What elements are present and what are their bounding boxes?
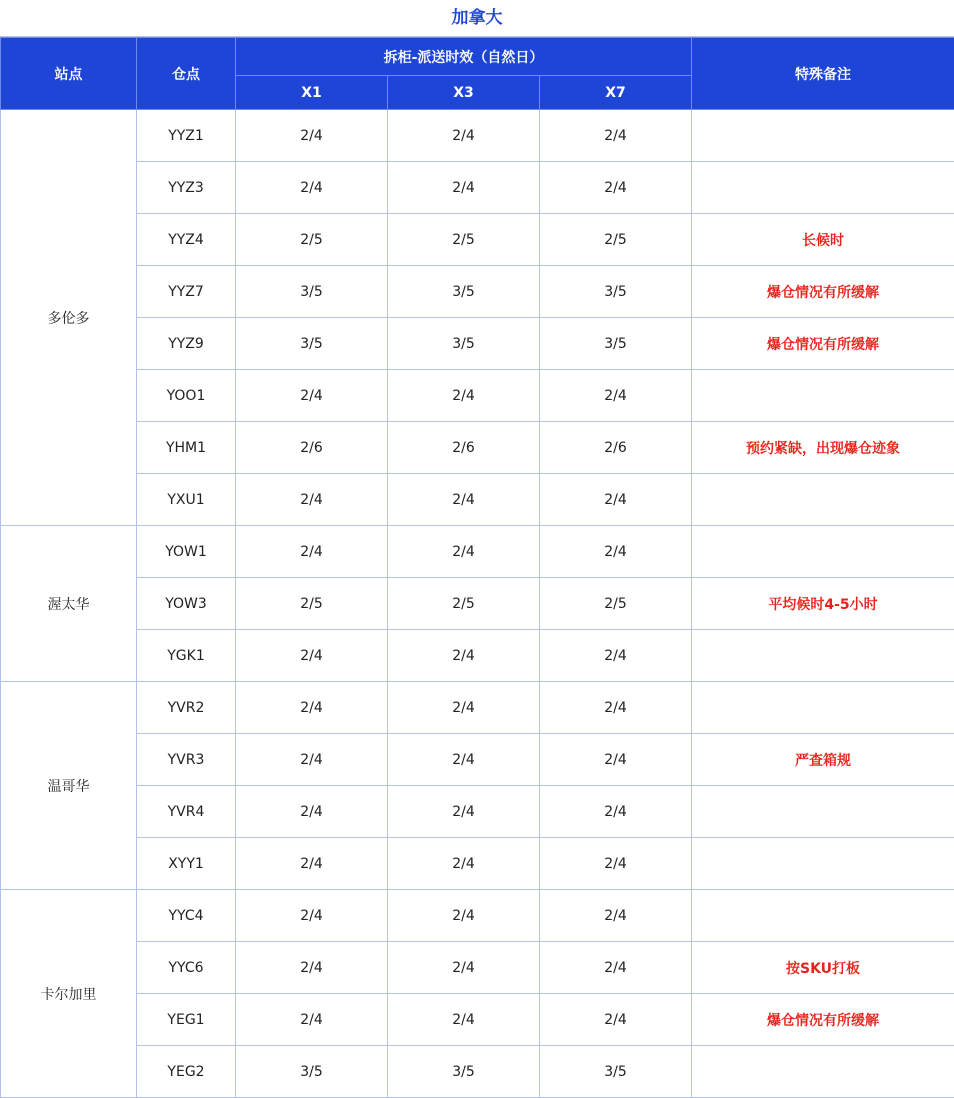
x1-cell: 2/4 — [236, 474, 388, 526]
x1-cell: 3/5 — [236, 1046, 388, 1098]
table-row — [1, 682, 954, 734]
x1-cell: 2/4 — [236, 162, 388, 214]
x1-cell: 2/6 — [236, 422, 388, 474]
x1-cell: 2/4 — [236, 370, 388, 422]
site-cell: 渥太华 — [1, 526, 137, 682]
x3-cell: 2/4 — [388, 162, 540, 214]
note-cell — [692, 630, 954, 682]
header-warehouse: 仓点 — [137, 38, 236, 110]
x3-cell: 2/4 — [388, 838, 540, 890]
x1-cell: 2/4 — [236, 994, 388, 1046]
x3-cell: 2/4 — [388, 994, 540, 1046]
x1-cell: 2/4 — [236, 838, 388, 890]
x1-cell: 2/4 — [236, 110, 388, 162]
x7-cell: 2/4 — [540, 630, 692, 682]
warehouse-cell: YVR3 — [137, 734, 236, 786]
x7-cell: 2/4 — [540, 682, 692, 734]
table-row — [1, 630, 954, 682]
note-cell — [692, 110, 954, 162]
table-body — [1, 110, 954, 1098]
note-cell: 爆仓情况有所缓解 — [692, 318, 954, 370]
table-row — [1, 266, 954, 318]
x7-cell: 2/4 — [540, 526, 692, 578]
x7-cell: 2/4 — [540, 370, 692, 422]
warehouse-cell: YEG2 — [137, 1046, 236, 1098]
note-cell — [692, 474, 954, 526]
header-note: 特殊备注 — [692, 38, 954, 110]
x1-cell: 2/4 — [236, 526, 388, 578]
table-row — [1, 162, 954, 214]
note-cell: 按SKU打板 — [692, 942, 954, 994]
table-row — [1, 422, 954, 474]
x7-cell: 2/5 — [540, 578, 692, 630]
table-row — [1, 838, 954, 890]
x3-cell: 2/6 — [388, 422, 540, 474]
note-cell — [692, 370, 954, 422]
x7-cell: 2/5 — [540, 214, 692, 266]
x7-cell: 2/4 — [540, 786, 692, 838]
site-cell: 温哥华 — [1, 682, 137, 890]
note-cell — [692, 682, 954, 734]
note-cell: 平均候时4-5小时 — [692, 578, 954, 630]
header-x1: X1 — [236, 76, 388, 110]
page-title: 加拿大 — [0, 0, 954, 37]
x3-cell: 2/4 — [388, 110, 540, 162]
warehouse-cell: YYZ9 — [137, 318, 236, 370]
x7-cell: 2/4 — [540, 942, 692, 994]
table-header — [1, 38, 954, 110]
x3-cell: 2/4 — [388, 786, 540, 838]
table-row — [1, 578, 954, 630]
warehouse-cell: YOW3 — [137, 578, 236, 630]
x3-cell: 2/4 — [388, 890, 540, 942]
warehouse-cell: XYY1 — [137, 838, 236, 890]
warehouse-cell: YHM1 — [137, 422, 236, 474]
note-cell — [692, 526, 954, 578]
x7-cell: 2/4 — [540, 734, 692, 786]
warehouse-cell: YYZ1 — [137, 110, 236, 162]
x1-cell: 2/4 — [236, 890, 388, 942]
x3-cell: 2/4 — [388, 682, 540, 734]
timing-table — [0, 37, 954, 1098]
x3-cell: 2/4 — [388, 630, 540, 682]
table-row — [1, 474, 954, 526]
x3-cell: 2/4 — [388, 942, 540, 994]
header-x3: X3 — [388, 76, 540, 110]
note-cell — [692, 838, 954, 890]
note-cell: 预约紧缺，出现爆仓迹象 — [692, 422, 954, 474]
x7-cell: 2/4 — [540, 890, 692, 942]
warehouse-cell: YVR2 — [137, 682, 236, 734]
x3-cell: 3/5 — [388, 266, 540, 318]
x7-cell: 2/4 — [540, 162, 692, 214]
x1-cell: 3/5 — [236, 318, 388, 370]
note-cell — [692, 162, 954, 214]
table-row — [1, 994, 954, 1046]
table-row — [1, 370, 954, 422]
note-cell: 严查箱规 — [692, 734, 954, 786]
site-cell: 卡尔加里 — [1, 890, 137, 1098]
note-cell — [692, 1046, 954, 1098]
table-row — [1, 890, 954, 942]
x1-cell: 2/4 — [236, 682, 388, 734]
note-cell — [692, 786, 954, 838]
table-row — [1, 318, 954, 370]
note-cell: 爆仓情况有所缓解 — [692, 994, 954, 1046]
x3-cell: 2/4 — [388, 370, 540, 422]
x3-cell: 2/4 — [388, 474, 540, 526]
warehouse-cell: YVR4 — [137, 786, 236, 838]
x7-cell: 3/5 — [540, 1046, 692, 1098]
x7-cell: 2/6 — [540, 422, 692, 474]
x1-cell: 2/5 — [236, 214, 388, 266]
x1-cell: 2/4 — [236, 734, 388, 786]
warehouse-cell: YYZ7 — [137, 266, 236, 318]
x3-cell: 3/5 — [388, 1046, 540, 1098]
table-row — [1, 214, 954, 266]
table-row — [1, 942, 954, 994]
warehouse-cell: YYZ4 — [137, 214, 236, 266]
x7-cell: 2/4 — [540, 994, 692, 1046]
table-row — [1, 526, 954, 578]
table-row — [1, 734, 954, 786]
x7-cell: 2/4 — [540, 110, 692, 162]
header-site: 站点 — [1, 38, 137, 110]
x7-cell: 3/5 — [540, 266, 692, 318]
note-cell — [692, 890, 954, 942]
header-x7: X7 — [540, 76, 692, 110]
table-row — [1, 1046, 954, 1098]
warehouse-cell: YGK1 — [137, 630, 236, 682]
x1-cell: 2/4 — [236, 942, 388, 994]
table-row — [1, 786, 954, 838]
x1-cell: 2/4 — [236, 786, 388, 838]
warehouse-cell: YEG1 — [137, 994, 236, 1046]
x1-cell: 3/5 — [236, 266, 388, 318]
note-cell: 爆仓情况有所缓解 — [692, 266, 954, 318]
x3-cell: 2/4 — [388, 734, 540, 786]
warehouse-cell: YOO1 — [137, 370, 236, 422]
x3-cell: 2/5 — [388, 214, 540, 266]
warehouse-cell: YOW1 — [137, 526, 236, 578]
x7-cell: 2/4 — [540, 838, 692, 890]
note-cell: 长候时 — [692, 214, 954, 266]
x7-cell: 2/4 — [540, 474, 692, 526]
header-timing-group: 拆柜-派送时效（自然日） — [236, 38, 692, 76]
warehouse-cell: YYC6 — [137, 942, 236, 994]
site-cell: 多伦多 — [1, 110, 137, 526]
warehouse-cell: YYZ3 — [137, 162, 236, 214]
table-row — [1, 110, 954, 162]
x3-cell: 3/5 — [388, 318, 540, 370]
x3-cell: 2/5 — [388, 578, 540, 630]
x7-cell: 3/5 — [540, 318, 692, 370]
warehouse-cell: YYC4 — [137, 890, 236, 942]
x1-cell: 2/5 — [236, 578, 388, 630]
warehouse-cell: YXU1 — [137, 474, 236, 526]
x1-cell: 2/4 — [236, 630, 388, 682]
x3-cell: 2/4 — [388, 526, 540, 578]
